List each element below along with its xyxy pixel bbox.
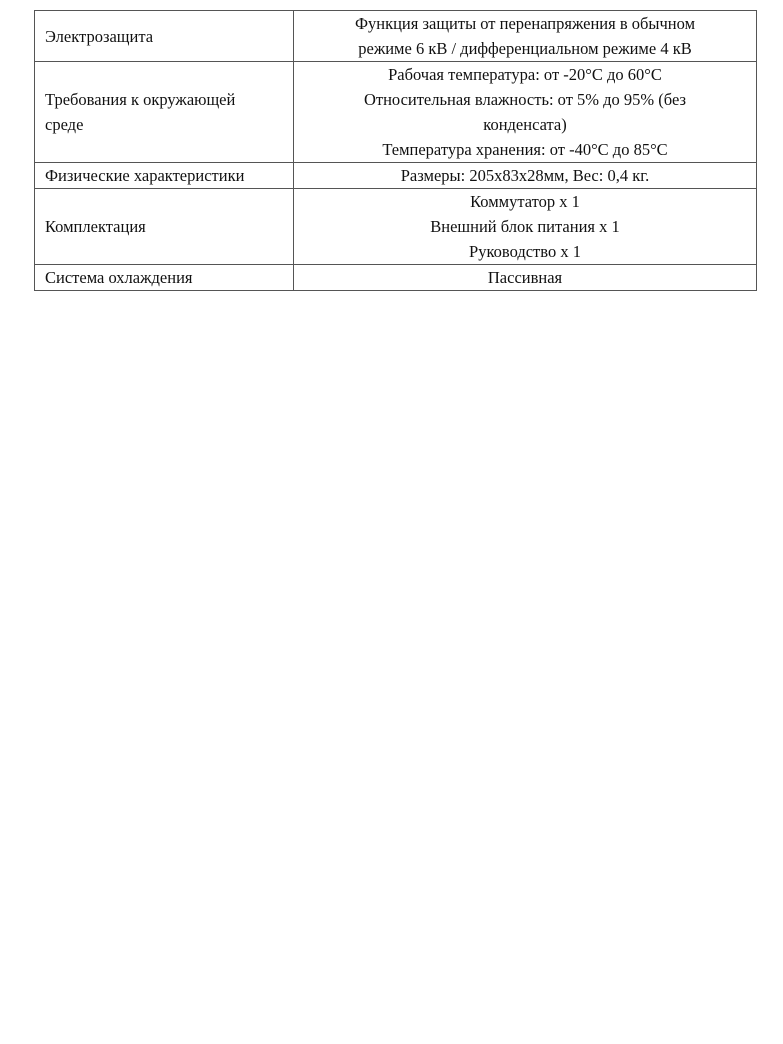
table-row (35, 62, 757, 163)
table-row (35, 265, 757, 291)
row-label-text: Система охлаждения (45, 268, 193, 287)
row-label-text: Физические характеристики (45, 166, 245, 185)
row-value-package-contents (294, 189, 757, 265)
row-value-line: Относительная влажность: от 5% до 95% (без (363, 90, 687, 109)
row-value-line: Рабочая температура: от -20°C до 60°C (388, 65, 662, 84)
row-value-line: Пассивная (487, 268, 563, 287)
row-value-electrical-protection (294, 11, 757, 62)
row-label-electrical-protection (35, 11, 294, 62)
row-value-line: Функция защиты от перенапряжения в обычном (354, 14, 696, 33)
table-row (35, 163, 757, 189)
row-value-line: Коммутатор x 1 (470, 192, 580, 211)
row-value-physical (294, 163, 757, 189)
row-label-text: среде (45, 115, 84, 134)
row-value-environment (294, 62, 757, 163)
row-value-line: Внешний блок питания x 1 (430, 217, 620, 236)
table-row (35, 11, 757, 62)
row-value-line: Руководство x 1 (469, 242, 581, 261)
specification-table (34, 10, 757, 291)
row-label-environment (35, 62, 294, 163)
row-label-text: Требования к окружающей (45, 90, 236, 109)
row-value-cooling (294, 265, 757, 291)
row-value-line: Температура хранения: от -40°C до 85°C (382, 140, 668, 159)
row-label-text: Комплектация (45, 217, 146, 236)
row-label-physical (35, 163, 294, 189)
row-value-line: конденсата) (483, 115, 567, 134)
row-label-package-contents (35, 189, 294, 265)
row-label-text: Электрозащита (45, 26, 154, 46)
row-label-cooling (35, 265, 294, 291)
table-row (35, 189, 757, 265)
row-value-line: Размеры: 205x83x28мм, Вес: 0,4 кг. (400, 166, 650, 185)
row-value-line: режиме 6 кВ / дифференциальном режиме 4 кВ (358, 39, 692, 58)
